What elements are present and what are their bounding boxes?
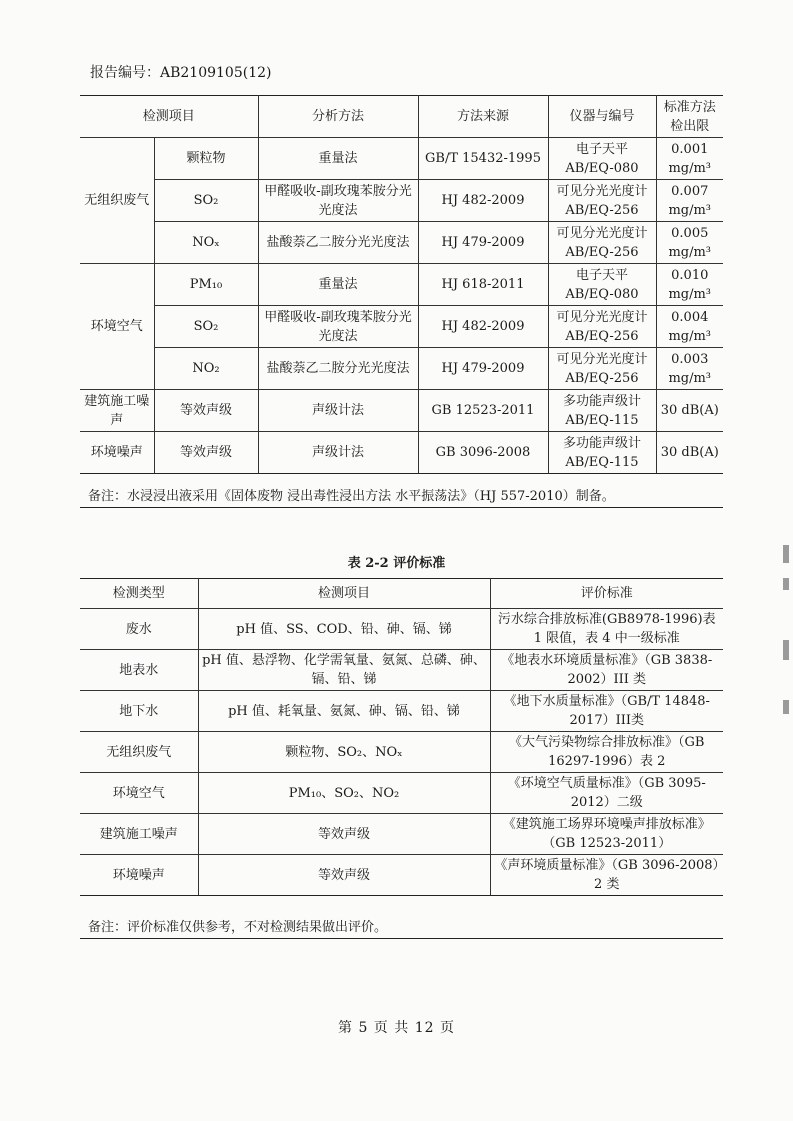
instrument-cell: 可见分光光度计 AB/EQ-256 [548,222,656,264]
table1-note: 备注：水浸浸出液采用《固体废物 浸出毒性浸出方法 水平振荡法》（HJ 557-2010）制备。 [88,489,615,504]
table-row [80,773,723,814]
scan-edge-mark [783,700,789,714]
standard-cell: 《大气污染物综合排放标准》（GB 16297-1996）表 2 [490,732,723,773]
instrument-cell: 可见分光光度计 AB/EQ-256 [548,348,656,390]
table2-note-rule [80,938,723,939]
item-cell: SO₂ [154,306,258,348]
type-cell: 无组织废气 [80,732,198,773]
instrument-cell: 多功能声级计 AB/EQ-115 [548,390,656,432]
source-cell: GB 3096-2008 [418,432,548,474]
header-limit: 标准方法检出限 [656,96,723,138]
group-cell: 建筑施工噪声 [80,390,154,432]
items-cell: 等效声级 [198,814,490,855]
standard-cell: 《地下水质量标准》（GB/T 14848-2017）III类 [490,691,723,732]
instrument-cell: 电子天平 AB/EQ-080 [548,264,656,306]
type-cell: 废水 [80,609,198,650]
table1-note-rule [80,507,723,508]
source-cell: HJ 479-2009 [418,348,548,390]
header-item: 检测项目 [80,96,258,138]
limit-cell: 30 dB(A) [656,390,723,432]
table2-header-row [80,579,723,609]
scan-edge-mark [783,640,789,660]
header-source: 方法来源 [418,96,548,138]
limit-cell: 0.010 mg/m³ [656,264,723,306]
report-number: 报告编号：AB2109105(12) [90,65,272,81]
scan-edge-mark [783,578,789,590]
items-cell: pH 值、悬浮物、化学需氧量、氨氮、总磷、砷、镉、铅、锑 [198,650,490,691]
method-cell: 重量法 [258,138,418,180]
table-row [80,855,723,896]
items-cell: 颗粒物、SO₂、NOₓ [198,732,490,773]
standard-cell: 《环境空气质量标准》（GB 3095-2012）二级 [490,773,723,814]
scan-edge-mark [783,545,789,563]
item-cell: SO₂ [154,180,258,222]
standard-cell: 《地表水环境质量标准》（GB 3838-2002）III 类 [490,650,723,691]
limit-cell: 0.005 mg/m³ [656,222,723,264]
limit-cell: 30 dB(A) [656,432,723,474]
item-cell: PM₁₀ [154,264,258,306]
table-row [80,814,723,855]
table-row [80,306,723,348]
method-cell: 声级计法 [258,432,418,474]
standard-cell: 污水综合排放标准(GB8978-1996)表 1 限值，表 4 中一级标准 [490,609,723,650]
type-cell: 地下水 [80,691,198,732]
group-cell: 环境噪声 [80,432,154,474]
detection-method-table [80,95,723,474]
table2-caption: 表 2-2 评价标准 [347,556,446,571]
limit-cell: 0.007 mg/m³ [656,180,723,222]
instrument-cell: 电子天平 AB/EQ-080 [548,138,656,180]
header-instrument: 仪器与编号 [548,96,656,138]
table-row [80,222,723,264]
items-cell: pH 值、耗氧量、氨氮、砷、镉、铅、锑 [198,691,490,732]
standard-cell: 《声环境质量标准》（GB 3096-2008）2 类 [490,855,723,896]
source-cell: HJ 618-2011 [418,264,548,306]
type-cell: 建筑施工噪声 [80,814,198,855]
type-cell: 环境空气 [80,773,198,814]
evaluation-standard-table [80,578,723,896]
type-cell: 环境噪声 [80,855,198,896]
table-row [80,180,723,222]
instrument-cell: 多功能声级计 AB/EQ-115 [548,432,656,474]
method-cell: 甲醛吸收-副玫瑰苯胺分光光度法 [258,306,418,348]
items-cell: PM₁₀、SO₂、NO₂ [198,773,490,814]
item-cell: NOₓ [154,222,258,264]
table-row [80,390,723,432]
source-cell: HJ 482-2009 [418,180,548,222]
group-cell: 环境空气 [80,264,154,390]
instrument-cell: 可见分光光度计 AB/EQ-256 [548,180,656,222]
item-cell: 等效声级 [154,390,258,432]
header-method: 分析方法 [258,96,418,138]
table-row [80,348,723,390]
instrument-cell: 可见分光光度计 AB/EQ-256 [548,306,656,348]
table-row [80,691,723,732]
header-type: 检测类型 [80,579,198,609]
source-cell: HJ 482-2009 [418,306,548,348]
page-footer: 第 5 页 共 12 页 [338,1020,455,1036]
item-cell: 等效声级 [154,432,258,474]
limit-cell: 0.004 mg/m³ [656,306,723,348]
source-cell: HJ 479-2009 [418,222,548,264]
group-cell: 无组织废气 [80,138,154,264]
header-items: 检测项目 [198,579,490,609]
item-cell: 颗粒物 [154,138,258,180]
table-row [80,650,723,691]
source-cell: GB/T 15432-1995 [418,138,548,180]
table-row [80,264,723,306]
items-cell: pH 值、SS、COD、铅、砷、镉、锑 [198,609,490,650]
limit-cell: 0.001 mg/m³ [656,138,723,180]
table2-note: 备注：评价标准仅供参考，不对检测结果做出评价。 [88,920,388,935]
standard-cell: 《建筑施工场界环境噪声排放标准》（GB 12523-2011） [490,814,723,855]
method-cell: 盐酸萘乙二胺分光光度法 [258,348,418,390]
table-row [80,138,723,180]
table-row [80,732,723,773]
source-cell: GB 12523-2011 [418,390,548,432]
type-cell: 地表水 [80,650,198,691]
items-cell: 等效声级 [198,855,490,896]
method-cell: 盐酸萘乙二胺分光光度法 [258,222,418,264]
method-cell: 重量法 [258,264,418,306]
method-cell: 声级计法 [258,390,418,432]
header-standard: 评价标准 [490,579,723,609]
table-row [80,432,723,474]
item-cell: NO₂ [154,348,258,390]
limit-cell: 0.003 mg/m³ [656,348,723,390]
table-row [80,609,723,650]
table1-header-row [80,96,723,138]
method-cell: 甲醛吸收-副玫瑰苯胺分光光度法 [258,180,418,222]
